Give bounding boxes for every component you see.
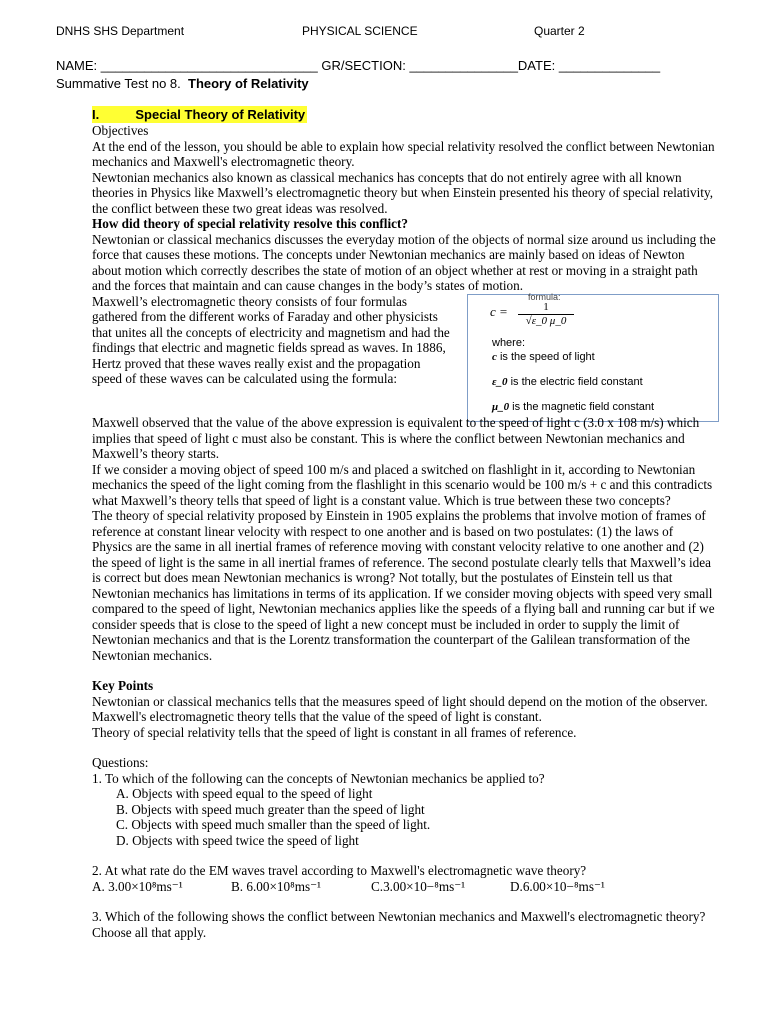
test-subtitle (56, 76, 309, 91)
question-1-options (116, 786, 716, 848)
q1-option-a[interactable]: A. Objects with speed equal to the speed of light (116, 786, 373, 801)
question-2: 2. At what rate do the EM waves travel according to Maxwell's electromagnetic wave theory? (92, 863, 587, 878)
date-field[interactable]: ______________ (558, 58, 661, 73)
einstein-paragraph: The theory of special relativity proposed by Einstein in 1905 explains the problems that involve motion of frames of reference at constant linear velocity with respect to one another and is based on two postulates: (1) the laws of Physics are the same in all inertial frames of reference moving with constant velocity relative to one another and (2) the speed of light is the same in all inertial frames of reference. The second postulate clearly tells that Maxwell’s idea is correct but does mean Newtonian mechanics is wrong? Not totally, but the postulates of Einstein tell us that Newtonian mechanics has limitations in terms of its application. If we consider moving objects with speed very small compared to the speed of light, Newtonian mechanics applies like the speeds of a flying ball and running car but if we consider speeds that is close to the speed of light a new concept must be included in order to supply the limit of Newtonian mechanics and that is the Lorentz transformation the counterpart of the Galilean transformation of the Newtonian mechanics. (92, 508, 715, 663)
questions-label: Questions: (92, 755, 149, 770)
objectives-label: Objectives (92, 123, 149, 138)
q2-option-c[interactable]: C.3.00×10−⁸ms⁻¹ (371, 878, 466, 894)
question-1: 1. To which of the following can the concepts of Newtonian mechanics be applied to? (92, 770, 545, 786)
quarter-label: Quarter 2 (534, 24, 585, 38)
question-2-options (92, 879, 716, 895)
key-point-3: Theory of special relativity tells that the speed of light is constant in all frames of reference. (92, 724, 577, 740)
section-title: Special Theory of Relativity (135, 107, 306, 122)
q1-option-b[interactable]: B. Objects with speed much greater than the speed of light (116, 801, 425, 817)
formula-fraction (518, 301, 574, 327)
q2-option-b[interactable]: B. 6.00×10⁸ms⁻¹ (231, 878, 321, 894)
q1-option-c[interactable]: C. Objects with speed much smaller than the speed of light. (116, 817, 431, 832)
moving-object-paragraph: If we consider a moving object of speed 100 m/s and placed a switched on flashlight in it, according to Newtonian mechanics the speed of the light coming from the flashlight in this scenario would be 100 m/s + c and this contradicts what Maxwell’s theory tells that speed of light is a constant value. Which is true between these two concepts? (92, 461, 713, 508)
key-point-1: Newtonian or classical mechanics tells that the measures speed of light should depend on the motion of the observer. (92, 693, 708, 709)
section-number: I. (92, 107, 100, 122)
formula-c-def (492, 351, 595, 363)
mu-description: is the magnetic field constant (509, 401, 655, 413)
formula-caption: formula: (528, 292, 561, 302)
formula-denominator: √ε_0 μ_0 (525, 315, 567, 327)
conflict-question-heading: How did theory of special relativity resolve this conflict? (92, 216, 408, 231)
body-main (92, 415, 716, 940)
c-symbol: c (492, 351, 497, 363)
epsilon-description: is the electric field constant (507, 376, 643, 388)
test-title: Theory of Relativity (188, 76, 309, 91)
maxwell-paragraph: Maxwell’s electromagnetic theory consists of four formulas gathered from the different works of Faraday and other physicists that unites all the concepts of electricity and magnetism and had the findings that electric and magnetic fields spread as waves. In 1886, Hertz proved that these waves really exist and the propagation speed of these waves can be calculated using the formula: (92, 293, 450, 386)
department-label: DNHS SHS Department (56, 24, 185, 38)
name-label: NAME: (56, 58, 98, 73)
subject-label: PHYSICAL SCIENCE (302, 24, 418, 38)
formula-lhs: c = (490, 304, 508, 319)
section-field[interactable]: _______________ (409, 58, 518, 73)
test-number: Summative Test no 8. (56, 76, 181, 91)
formula-mu-def (492, 401, 654, 413)
mu-symbol: μ_0 (492, 401, 510, 413)
formula-epsilon-def (492, 376, 643, 388)
q2-option-a[interactable]: A. 3.00×10⁸ms⁻¹ (92, 878, 183, 894)
name-field[interactable]: ______________________________ (100, 58, 318, 73)
formula-where: where: (492, 337, 526, 349)
section-heading (92, 106, 307, 123)
c-description: is the speed of light (496, 351, 595, 363)
key-point-2: Maxwell's electromagnetic theory tells that the value of the speed of light is constant. (92, 709, 542, 724)
objectives-text: At the end of the lesson, you should be able to explain how special relativity resolved the conflict between Newtonian mechanics and Maxwell's electromagnetic theory. (92, 138, 715, 169)
section-label: GR/SECTION: (321, 58, 406, 73)
formula-box (467, 294, 719, 422)
epsilon-symbol: ε_0 (492, 376, 508, 388)
intro-paragraph: Newtonian mechanics also known as classical mechanics has concepts that do not entirely agree with all known theories in Physics like Maxwell’s electromagnetic theory but when Einstein presented his theory of special relativity, the conflict between these two great ideas was resolved. (92, 169, 713, 216)
formula-numerator: 1 (518, 301, 574, 315)
key-points-title: Key Points (92, 678, 154, 693)
date-label: DATE: (517, 58, 556, 73)
question-3: 3. Which of the following shows the conflict between Newtonian mechanics and Maxwell's electromagnetic theory? Choose all that apply. (92, 909, 706, 940)
q2-option-d[interactable]: D.6.00×10−⁸ms⁻¹ (510, 878, 605, 894)
q1-option-d[interactable]: D. Objects with speed twice the speed of light (116, 832, 359, 848)
newtonian-paragraph: Newtonian or classical mechanics discusses the everyday motion of the objects of normal size around us including the force that causes these motions. The concepts under Newtonian mechanics are mainly based on ideas of Newton about motion which correctly describes the state of motion of an object whether at rest or moving in a straight path and the forces that maintain and can cause changes in the body’s states of motion. (92, 231, 716, 293)
maxwell-observed-paragraph: Maxwell observed that the value of the above expression is equivalent to the speed of light c (3.0 x 108 m/s) which implies that speed of light c must also be constant. This is where the conflict between Newtonian mechanics and Maxwell’s theory starts. (92, 415, 700, 461)
student-info-line (56, 58, 660, 73)
